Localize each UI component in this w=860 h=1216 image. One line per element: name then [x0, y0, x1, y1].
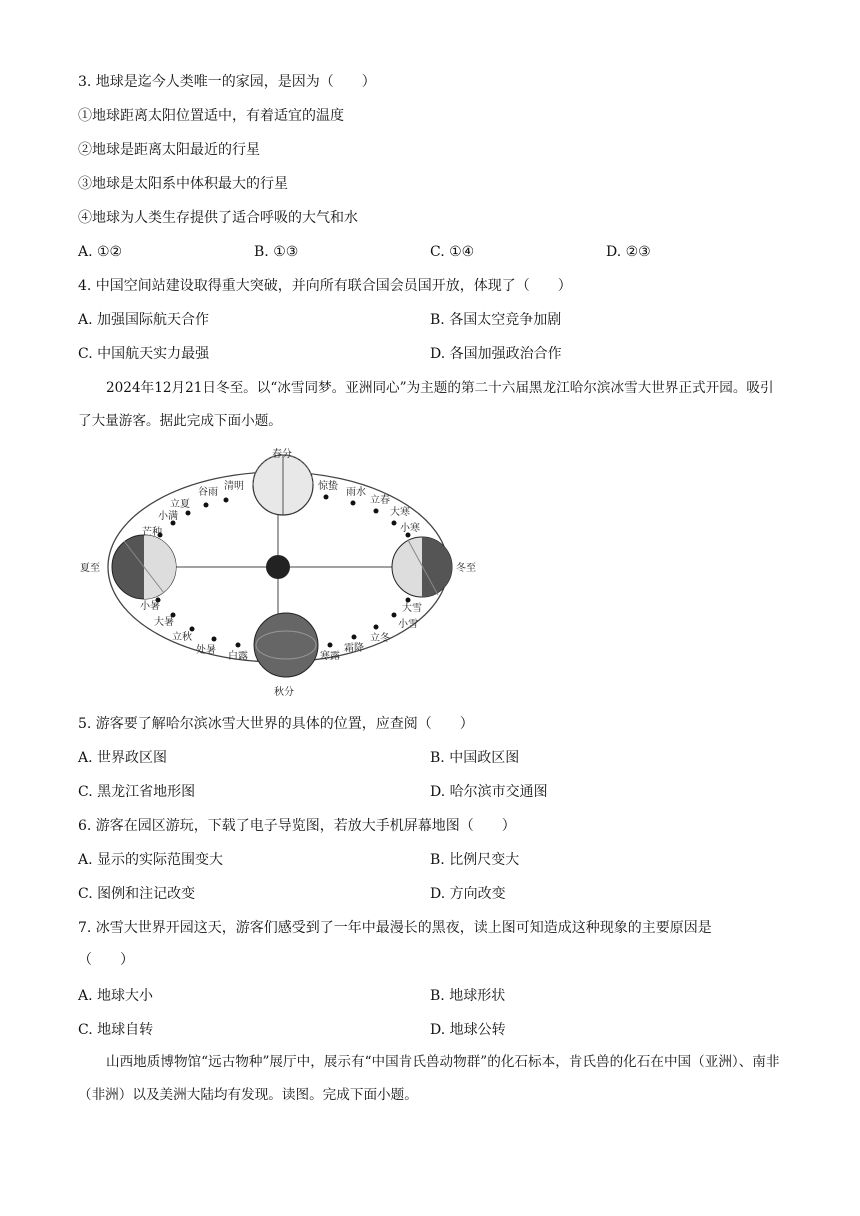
label-spring-equinox: 春分 — [272, 449, 292, 460]
label-t6: 惊蛰 — [318, 481, 338, 492]
label-t13: 立秋 — [172, 632, 192, 643]
q7-option-c: C. 地球自转 — [78, 1022, 154, 1038]
label-t19: 霜降 — [344, 643, 364, 654]
earth-orbit-diagram — [78, 445, 478, 700]
q6-option-a: A. 显示的实际范围变大 — [78, 852, 224, 868]
q7-option-d: D. 地球公转 — [430, 1022, 506, 1038]
q4-option-d: D. 各国加强政治合作 — [430, 346, 562, 362]
q4-option-c: C. 中国航天实力最强 — [78, 346, 210, 362]
passage-fossil: 山西地质博物馆“远古物种”展厅中，展示有“中国肯氏兽动物群”的化石标本，肯氏兽的化石在中国（亚洲）、南非（非洲）以及美洲大陆均有发现。读图。完成下面小题。 — [78, 1054, 780, 1103]
earth-summer-icon — [112, 535, 176, 599]
q7-stem: 7. 冰雪大世界开园这天，游客们感受到了一年中最漫长的黑夜，读上图可知造成这种现象的主要原因是 — [78, 920, 712, 936]
q3-option-b: B. ①③ — [254, 244, 299, 260]
passage-winter-solstice: 2024年12月21日冬至。以“冰雪同梦。亚洲同心”为主题的第二十六届黑龙江哈尔滨冰雪大世界正式开园。吸引了大量游客。据此完成下面小题。 — [78, 380, 774, 429]
label-t2: 谷雨 — [198, 487, 218, 498]
q6-option-b: B. 比例尺变大 — [430, 852, 520, 868]
label-t1: 立夏 — [170, 499, 190, 510]
sun-icon — [266, 555, 290, 579]
q5-stem: 5. 游客要了解哈尔滨冰雪大世界的具体的位置，应查阅（ ） — [78, 716, 474, 732]
label-summer-solstice: 夏至 — [80, 563, 100, 574]
q5-option-d: D. 哈尔滨市交通图 — [430, 784, 548, 800]
label-t16: 大雪 — [402, 603, 422, 614]
label-t3: 清明 — [224, 481, 244, 492]
label-t14: 处暑 — [196, 645, 216, 656]
q7-option-b: B. 地球形状 — [430, 988, 506, 1004]
q5-option-b: B. 中国政区图 — [430, 750, 520, 766]
q4-stem: 4. 中国空间站建设取得重大突破，并向所有联合国会员国开放，体现了（ ） — [78, 278, 572, 294]
label-winter-solstice: 冬至 — [456, 563, 476, 574]
earth-spring-icon — [253, 455, 313, 515]
label-t10: 小寒 — [400, 523, 420, 534]
q5-option-a: A. 世界政区图 — [78, 750, 168, 766]
label-t15: 白露 — [228, 651, 248, 662]
q6-stem: 6. 游客在园区游玩，下载了电子导览图，若放大手机屏幕地图（ ） — [78, 818, 516, 834]
q4-option-a: A. 加强国际航天合作 — [78, 312, 210, 328]
label-t5: 芒种 — [142, 527, 162, 538]
q3-option-c: C. ①④ — [430, 244, 475, 260]
label-t7: 雨水 — [346, 487, 366, 498]
q3-item-2: ②地球是距离太阳最近的行星 — [78, 142, 260, 158]
q3-item-1: ①地球距离太阳位置适中，有着适宜的温度 — [78, 108, 344, 124]
label-t18: 立冬 — [370, 633, 390, 644]
q7-stem-cont: （ ） — [78, 952, 134, 968]
earth-winter-icon — [392, 537, 452, 597]
q6-option-c: C. 图例和注记改变 — [78, 886, 196, 902]
q3-stem: 3. 地球是迄今人类唯一的家园，是因为（ ） — [78, 74, 376, 90]
q7-option-a: A. 地球大小 — [78, 988, 154, 1004]
earth-autumn-icon — [254, 613, 318, 677]
label-t20: 寒露 — [320, 651, 340, 662]
label-t12: 大暑 — [154, 617, 174, 628]
label-t11: 小暑 — [140, 601, 160, 612]
label-t9: 大寒 — [390, 507, 410, 518]
q3-item-3: ③地球是太阳系中体积最大的行星 — [78, 176, 288, 192]
q3-option-d: D. ②③ — [606, 244, 651, 260]
q6-option-d: D. 方向改变 — [430, 886, 506, 902]
q5-option-c: C. 黑龙江省地形图 — [78, 784, 196, 800]
q3-option-a: A. ①② — [78, 244, 123, 260]
label-t4: 小满 — [158, 511, 178, 522]
label-autumn-equinox: 秋分 — [274, 687, 294, 698]
q3-item-4: ④地球为人类生存提供了适合呼吸的大气和水 — [78, 210, 358, 226]
label-t17: 小雪 — [398, 619, 418, 630]
q4-option-b: B. 各国太空竞争加剧 — [430, 312, 562, 328]
label-t8: 立春 — [370, 495, 390, 506]
